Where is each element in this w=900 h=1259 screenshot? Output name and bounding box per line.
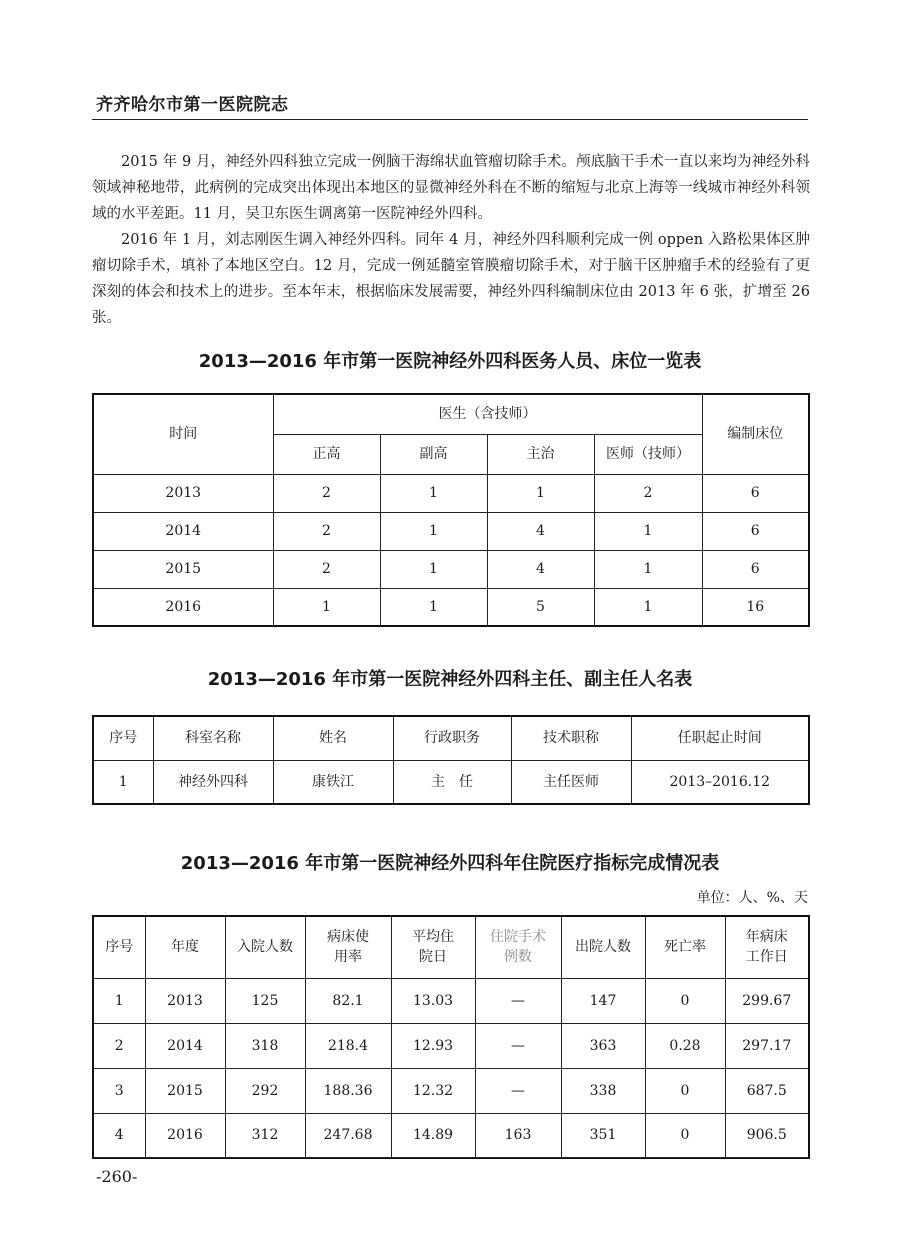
table-row [93, 550, 809, 588]
header-cell: 序号 [93, 916, 145, 978]
body-paragraph-2: 2016 年 1 月，刘志刚医生调入神经外四科。同年 4 月，神经外四科顺利完成一例 oppen 入路松果体区肿瘤切除手术，填补了本地区空白。12 月，完成一例延髓室管膜瘤切除手术，对于脑干区肿瘤手术的经验有了更深刻的体会和技术上的进步。至本年末，根据临床发展需要，神经外四科编制床位由 2013 年 6 张，扩增至 26 张。 [92, 231, 810, 326]
header-cell: 医师（技师） [594, 434, 702, 474]
table-cell: 2016 [145, 1113, 225, 1158]
header-cell: 死亡率 [645, 916, 725, 978]
table-cell: 2015 [145, 1068, 225, 1113]
table-cell: 12.93 [391, 1023, 475, 1068]
table-cell: 2 [273, 512, 380, 550]
table-cell: 2 [273, 474, 380, 512]
header-cell: 序号 [93, 716, 153, 760]
table-cell: 906.5 [725, 1113, 809, 1158]
table-cell: 主任医师 [511, 760, 631, 804]
header-cell: 编制床位 [702, 394, 809, 474]
table-cell: 0 [645, 978, 725, 1023]
table-cell: 1 [273, 588, 380, 626]
table2-title: 2013—2016 年市第一医院神经外四科主任、副主任人名表 [207, 669, 693, 690]
table-cell: 1 [594, 588, 702, 626]
header-cell: 年病床工作日 [725, 916, 809, 978]
table-cell: 2 [93, 1023, 145, 1068]
header-cell: 平均住院日 [391, 916, 475, 978]
header-cell: 时间 [93, 394, 273, 474]
table-cell: 2 [594, 474, 702, 512]
table-cell: 5 [487, 588, 594, 626]
table-cell: 6 [702, 550, 809, 588]
table-row [93, 978, 809, 1023]
table-cell: 1 [93, 760, 153, 804]
table-cell: 1 [93, 978, 145, 1023]
table-cell: 12.32 [391, 1068, 475, 1113]
table-header-row [93, 716, 809, 760]
table-cell: 0 [645, 1068, 725, 1113]
table-cell: 13.03 [391, 978, 475, 1023]
table-cell: 297.17 [725, 1023, 809, 1068]
table-cell: — [475, 1068, 561, 1113]
footer-divider [92, 1157, 808, 1158]
table-cell: 218.4 [305, 1023, 391, 1068]
table-cell: 318 [225, 1023, 305, 1068]
table-cell: 1 [380, 588, 487, 626]
table-cell: 0.28 [645, 1023, 725, 1068]
table-cell: 125 [225, 978, 305, 1023]
running-header: 齐齐哈尔市第一医院院志 [96, 95, 289, 115]
table-cell: 1 [380, 550, 487, 588]
table-cell: 6 [702, 474, 809, 512]
table-cell: 2015 [93, 550, 273, 588]
header-cell: 病床使用率 [305, 916, 391, 978]
table-cell: 2016 [93, 588, 273, 626]
table-cell: 3 [93, 1068, 145, 1113]
table-cell: 4 [93, 1113, 145, 1158]
table-cell: 14.89 [391, 1113, 475, 1158]
table-row [93, 760, 809, 804]
table-cell: — [475, 1023, 561, 1068]
table-cell: 2013 [93, 474, 273, 512]
header-cell: 年度 [145, 916, 225, 978]
table-cell: 82.1 [305, 978, 391, 1023]
header-cell: 住院手术例数 [475, 916, 561, 978]
table-cell: 687.5 [725, 1068, 809, 1113]
table-cell: 2 [273, 550, 380, 588]
table1-title: 2013—2016 年市第一医院神经外四科医务人员、床位一览表 [198, 351, 702, 372]
table-cell: 4 [487, 550, 594, 588]
table-cell: 1 [380, 512, 487, 550]
header-divider [92, 119, 808, 120]
page-number: -260- [96, 1167, 138, 1186]
inpatient-indicators-table [92, 915, 810, 1159]
table-row [93, 1068, 809, 1113]
table-cell: 338 [561, 1068, 645, 1113]
header-cell: 科室名称 [153, 716, 273, 760]
table-header-row [93, 394, 809, 434]
table-row [93, 1113, 809, 1158]
table-cell: 147 [561, 978, 645, 1023]
header-cell: 出院人数 [561, 916, 645, 978]
header-cell: 医生（含技师） [273, 394, 702, 434]
table-cell: 188.36 [305, 1068, 391, 1113]
table-cell: 312 [225, 1113, 305, 1158]
table-cell: 292 [225, 1068, 305, 1113]
header-cell: 行政职务 [393, 716, 511, 760]
table-cell: 351 [561, 1113, 645, 1158]
table-cell: 主 任 [393, 760, 511, 804]
body-paragraph-1: 2015 年 9 月，神经外四科独立完成一例脑干海绵状血管瘤切除手术。颅底脑干手术一直以来均为神经外科领域神秘地带，此病例的完成突出体现出本地区的显微神经外科在不断的缩短与北京上海等一线城市神经外科领域的水平差距。11 月，吴卫东医生调离第一医院神经外四科。 [92, 153, 810, 222]
table-cell: 0 [645, 1113, 725, 1158]
staff-beds-table [92, 393, 810, 627]
table-cell: 神经外四科 [153, 760, 273, 804]
table-row [93, 512, 809, 550]
header-cell: 主治 [487, 434, 594, 474]
header-cell: 姓名 [273, 716, 393, 760]
table-cell: 1 [594, 550, 702, 588]
table3-title: 2013—2016 年市第一医院神经外四科年住院医疗指标完成情况表 [180, 853, 720, 874]
table-cell: 1 [594, 512, 702, 550]
table-header-row [93, 916, 809, 978]
table-cell: 1 [487, 474, 594, 512]
header-cell: 入院人数 [225, 916, 305, 978]
table-cell: 2014 [145, 1023, 225, 1068]
table-row [93, 1023, 809, 1068]
table-cell: 1 [380, 474, 487, 512]
table-cell: 363 [561, 1023, 645, 1068]
header-cell: 正高 [273, 434, 380, 474]
directors-table [92, 715, 810, 805]
table-cell: 4 [487, 512, 594, 550]
header-cell: 任职起止时间 [631, 716, 809, 760]
table-cell: 299.67 [725, 978, 809, 1023]
table-cell: 247.68 [305, 1113, 391, 1158]
table-cell: 2013–2016.12 [631, 760, 809, 804]
header-cell: 副高 [380, 434, 487, 474]
table-row [93, 474, 809, 512]
table-cell: — [475, 978, 561, 1023]
header-cell: 技术职称 [511, 716, 631, 760]
table-cell: 2014 [93, 512, 273, 550]
table-cell: 康铁江 [273, 760, 393, 804]
table-cell: 16 [702, 588, 809, 626]
table-cell: 6 [702, 512, 809, 550]
unit-label: 单位：人、%、天 [696, 890, 808, 906]
table-cell: 2013 [145, 978, 225, 1023]
table-row [93, 588, 809, 626]
table-cell: 163 [475, 1113, 561, 1158]
